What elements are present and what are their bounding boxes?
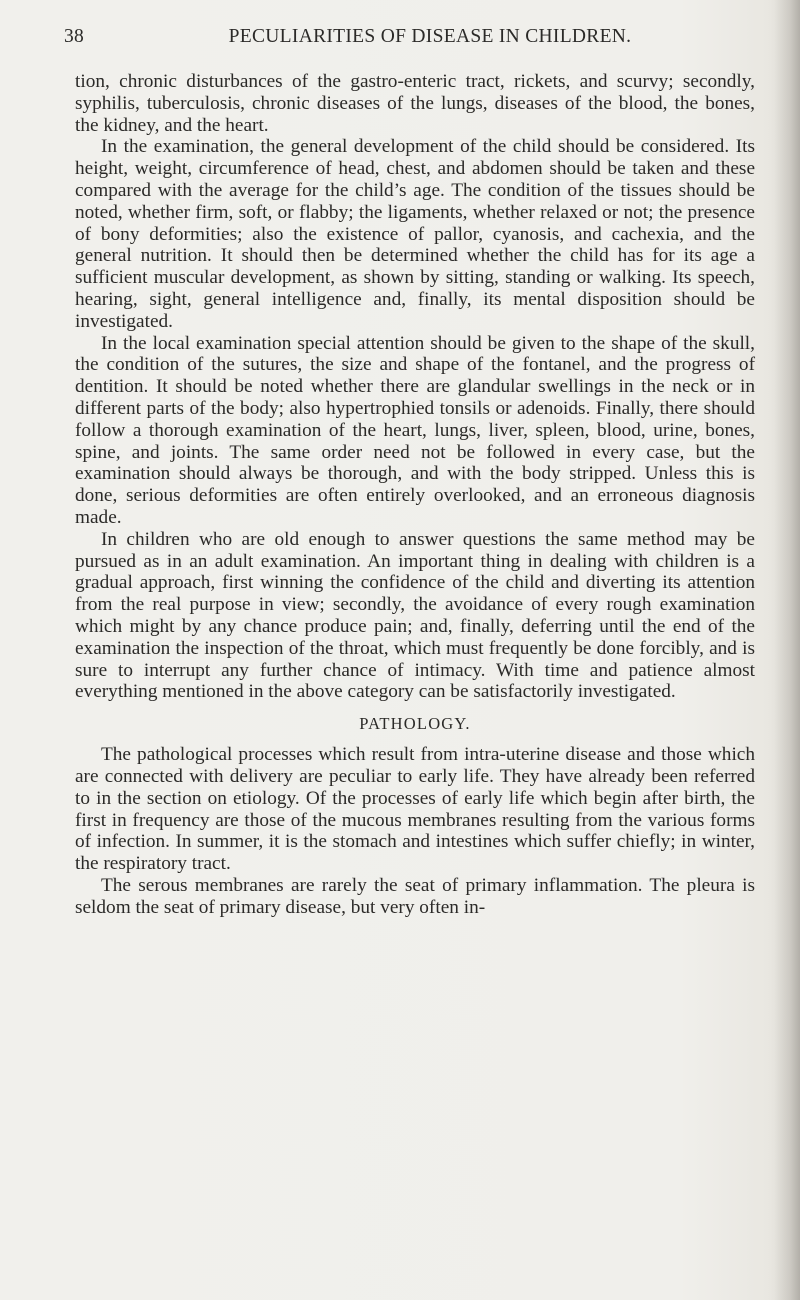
page-header (64, 18, 754, 54)
page-number: 38 (64, 26, 85, 47)
running-head: PECULIARITIES OF DISEASE IN CHILDREN. (228, 26, 632, 47)
section-heading: PATHOLOGY. (359, 714, 471, 734)
paragraph: tion, chronic disturbances of the gastro-enteric tract, rickets, and scurvy; secondly, syphilis, tuberculosis, chronic diseases of the lungs, diseases of the blood, the bones, the kidney, and the heart. (75, 71, 755, 136)
paragraph: The pathological processes which result from intra-uterine disease and those which are connected with delivery are peculiar to early life. They have already been referred to in the section on etiology. Of the processes of early life which begin after birth, the first in frequency are those of the mucous membranes resulting from the various forms of infection. In summer, it is the stomach and intestines which suffer chiefly; in winter, the respiratory tract. (75, 744, 755, 875)
paragraph: In children who are old enough to answer questions the same method may be pursued as in an adult examination. An important thing in dealing with children is a gradual approach, first winning the confidence of the child and diverting its attention from the real purpose in view; secondly, the avoidance of every rough examination which might by any chance produce pain; and, finally, deferring until the end of the examination the inspection of the throat, which must frequently be done forcibly, and is sure to interrupt any further chance of intimacy. With time and patience almost everything mentioned in the above category can be satisfactorily investigated. (75, 528, 755, 703)
paragraph: The serous membranes are rarely the seat of primary inflammation. The pleura is seldom the seat of primary disease, but very often in- (75, 874, 755, 918)
paragraph: In the examination, the general development of the child should be considered. Its height, weight, circumference of head, chest, and abdomen should be taken and these compared with the average for the child’s age. The condition of the tissues should be noted, whether firm, soft, or flabby; the ligaments, whether relaxed or not; the presence of bony deformities; also the existence of pallor, cyanosis, and cachexia, and the general nutrition. It should then be determined whether the child has for its age a sufficient muscular development, as shown by sitting, standing or walking. Its speech, hearing, sight, general intelligence and, finally, its mental disposition should be investigated. (75, 136, 755, 332)
binding-shadow (774, 0, 800, 1300)
paragraph: In the local examination special attention should be given to the shape of the skull, the condition of the sutures, the size and shape of the fontanel, and the progress of dentition. It should be noted whether there are glandular swellings in the neck or in different parts of the body; also hypertrophied tonsils or adenoids. Finally, there should follow a thorough examination of the heart, lungs, liver, spleen, blood, urine, bones, spine, and joints. The same order need not be followed in every case, but the examination should always be thorough, and with the body stripped. Unless this is done, serious deformities are often entirely overlooked, and an erroneous diagnosis made. (75, 332, 755, 528)
body-text (75, 71, 755, 918)
